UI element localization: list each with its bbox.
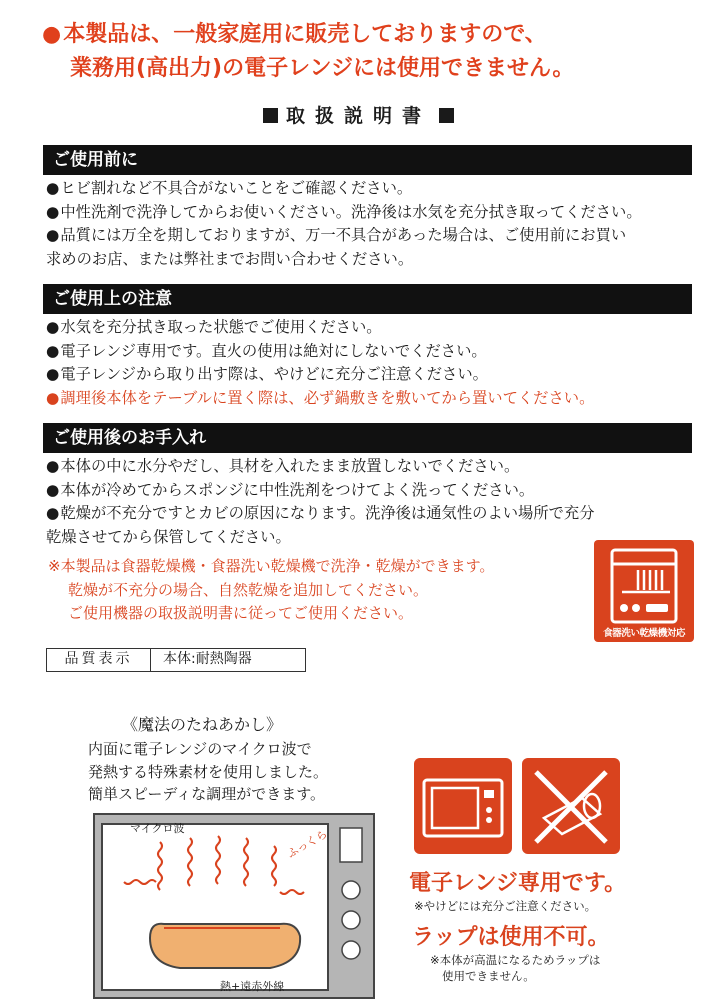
microwave-icon-box <box>414 758 512 854</box>
no-wrap-icon <box>522 758 620 854</box>
list-item: ● 中性洗剤で洗浄してからお使いください。洗浄後は水気を充分拭き取ってください。 <box>46 201 696 225</box>
section-heading-in-use <box>43 284 692 314</box>
note-line: ※本製品は食器乾燥機・食器洗い乾燥機で洗浄・乾燥ができます。 <box>48 557 495 575</box>
microwave-label: マイクロ波 <box>130 822 185 835</box>
manual-title-text: 取扱説明書 <box>285 105 431 127</box>
warning-block <box>42 18 702 86</box>
no-wrap-note <box>430 952 600 984</box>
quality-label: 品質表示 <box>47 649 151 671</box>
quality-value: 本体:耐熱陶器 <box>163 651 252 667</box>
dishwasher-caption: 食器洗い乾燥機対応 <box>603 628 685 639</box>
microwave-only-note: ※やけどには充分ご注意ください。 <box>414 899 597 913</box>
after-use-list <box>46 455 696 549</box>
warning-line-1: ● 本製品は、一般家庭用に販売しておりますので、 <box>42 22 547 47</box>
microwave-only-title: 電子レンジ専用です。 <box>409 871 627 896</box>
list-item: ● 乾燥が不充分ですとカビの原因になります。洗浄後は通気性のよい場所で充分 <box>46 502 696 526</box>
note-line: ご使用機器の取扱説明書に従ってご使用ください。 <box>68 604 414 622</box>
magic-line: 発熱する特殊素材を使用しました。 <box>88 762 329 781</box>
list-item: ● 電子レンジから取り出す際は、やけどに充分ご注意ください。 <box>46 363 696 387</box>
magic-line: 内面に電子レンジのマイクロ波で <box>88 740 312 758</box>
list-item: ● 電子レンジ専用です。直火の使用は絶対にしないでください。 <box>46 340 696 364</box>
list-item: ● 本体が冷めてからスポンジに中性洗剤をつけてよく洗ってください。 <box>46 479 696 503</box>
dishwasher-icon <box>608 548 680 624</box>
fluffy-label: ふっくら <box>285 827 330 861</box>
magic-line: 簡単スピーディな調理ができます。 <box>88 785 326 803</box>
square-bullet-left <box>263 108 278 123</box>
dishwasher-badge <box>594 540 694 642</box>
no-wrap-icon-box <box>522 758 620 854</box>
list-item: ● ヒビ割れなど不具合がないことをご確認ください。 <box>46 177 696 201</box>
before-use-list <box>46 177 696 271</box>
section-heading-text: ご使用後のお手入れ <box>53 428 206 448</box>
list-item-continuation: 求めのお店、または弊社までお問い合わせください。 <box>46 249 414 268</box>
microwave-illustration <box>90 812 380 1000</box>
list-item-continuation: 乾燥させてから保管してください。 <box>46 527 291 546</box>
no-wrap-note-line: 使用できません。 <box>442 969 535 983</box>
manual-title <box>0 101 717 128</box>
section-heading-text: ご使用前に <box>53 150 138 170</box>
quality-label-table <box>46 648 306 672</box>
section-heading-after-use <box>43 423 692 453</box>
list-item-caution: ● 調理後本体をテーブルに置く際は、必ず鍋敷きを敷いてから置いてください。 <box>46 387 696 411</box>
heat-label: 熱+遠赤外線 <box>220 980 285 993</box>
warning-line-2: 業務用(高出力)の電子レンジには使用できません。 <box>70 56 575 81</box>
magic-description <box>88 738 328 806</box>
no-wrap-note-line: ※本体が高温になるためラップは <box>430 953 601 967</box>
list-item: ● 水気を充分拭き取った状態でご使用ください。 <box>46 316 696 340</box>
list-item: ● 本体の中に水分やだし、具材を入れたまま放置しないでください。 <box>46 455 696 479</box>
section-heading-text: ご使用上の注意 <box>53 289 172 309</box>
microwave-icon <box>414 758 512 854</box>
no-wrap-title: ラップは使用不可。 <box>412 925 610 950</box>
dryer-notes <box>48 555 588 626</box>
magic-title: 《魔法のたねあかし》 <box>122 715 283 734</box>
section-heading-before-use <box>43 145 692 175</box>
list-item: ● 品質には万全を期しておりますが、万一不具合があった場合は、ご使用前にお買い <box>46 224 696 248</box>
square-bullet-right <box>439 108 454 123</box>
note-line: 乾燥が不充分の場合、自然乾燥を追加してください。 <box>68 580 429 599</box>
in-use-list <box>46 316 696 410</box>
